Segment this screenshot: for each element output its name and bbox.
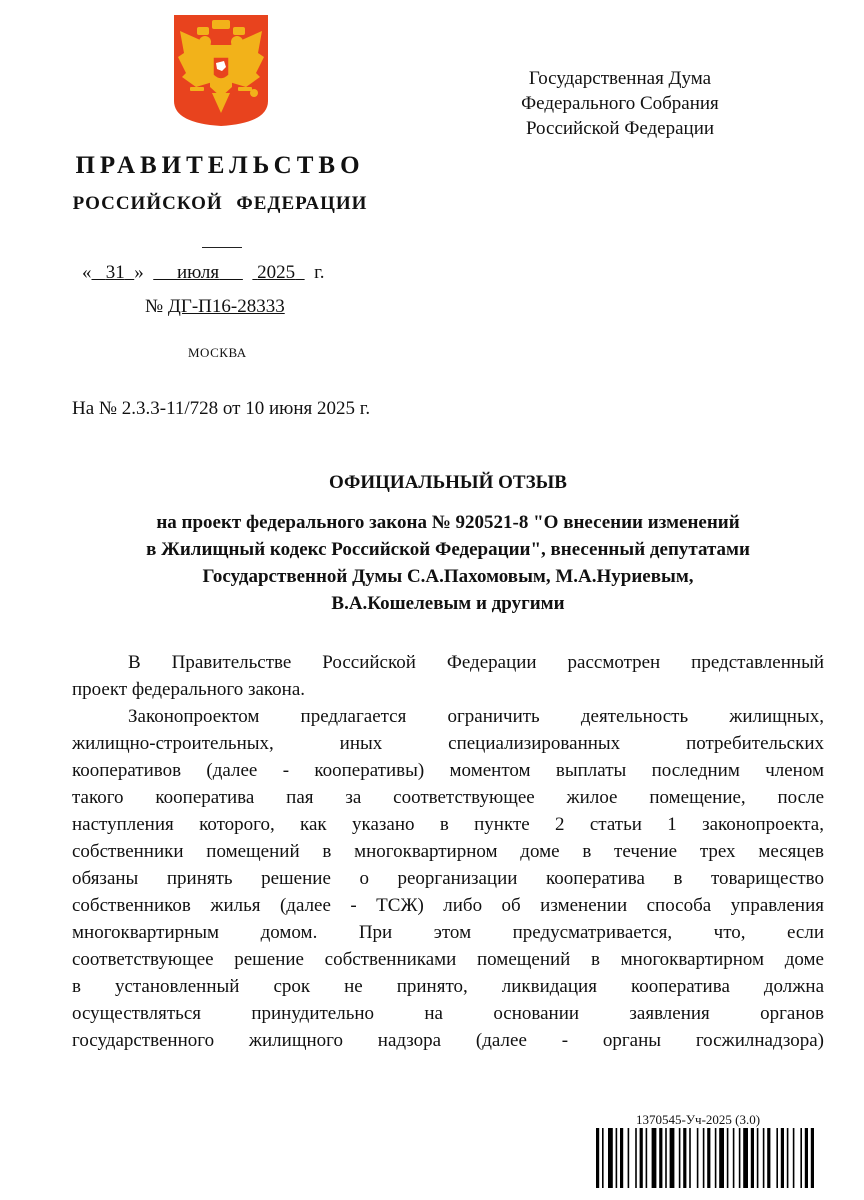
body-line: собственников жилья (далее - ТСЖ) либо об изменении способа управления bbox=[72, 895, 824, 916]
document-date bbox=[82, 262, 325, 284]
date-year-suffix: г. bbox=[314, 262, 325, 283]
addressee-line: Государственная Дума bbox=[528, 68, 712, 89]
body-text bbox=[72, 649, 824, 1054]
subtitle-line: В.А.Кошелевым и другими bbox=[331, 593, 565, 614]
body-line: жилищно-строительных, иных специализированных потребительских bbox=[72, 733, 824, 754]
body-line: в установленный срок не принято, ликвидация кооператива должна bbox=[72, 976, 824, 997]
document-subtitle bbox=[72, 509, 824, 617]
barcode-icon bbox=[596, 1128, 832, 1188]
date-open-quote: « bbox=[82, 262, 92, 283]
divider bbox=[202, 247, 242, 248]
body-line: проект федерального закона. bbox=[72, 679, 306, 700]
subtitle-line: Государственной Думы С.А.Пахомовым, М.А.Нуриевым, bbox=[202, 566, 694, 587]
addressee-block bbox=[470, 66, 770, 141]
body-line: государственного жилищного надзора (далее - органы госжилнадзора) bbox=[72, 1030, 824, 1051]
body-line: такого кооператива пая за соответствующее жилое помещение, после bbox=[72, 787, 824, 808]
subtitle-line: в Жилищный кодекс Российской Федерации", внесенный депутатами bbox=[146, 539, 750, 560]
reg-number: ДГ-П16-28333 bbox=[167, 296, 285, 317]
body-line: соответствующее решение собственниками помещений в многоквартирном доме bbox=[72, 949, 824, 970]
registration-number bbox=[145, 296, 285, 318]
reg-prefix: № bbox=[145, 296, 164, 317]
body-line: Законопроектом предлагается ограничить деятельность жилищных, bbox=[128, 706, 824, 727]
body-line: кооперативов (далее - кооперативы) моментом выплаты последним членом bbox=[72, 760, 824, 781]
addressee-line: Федерального Собрания bbox=[521, 93, 719, 114]
document-title: ОФИЦИАЛЬНЫЙ ОТЗЫВ bbox=[329, 472, 567, 493]
addressee-line: Российской Федерации bbox=[525, 118, 715, 139]
date-close-quote: » bbox=[134, 262, 144, 283]
government-title: ПРАВИТЕЛЬСТВО bbox=[75, 152, 365, 179]
body-line: В Правительстве Российской Федерации рассмотрен представленный bbox=[128, 652, 824, 673]
city: МОСКВА bbox=[188, 345, 247, 360]
date-day: 31 bbox=[105, 262, 125, 283]
government-subtitle: РОССИЙСКОЙ ФЕДЕРАЦИИ bbox=[72, 193, 368, 214]
date-month: июля bbox=[177, 262, 220, 283]
reference-line: На № 2.3.3-11/728 от 10 июня 2025 г. bbox=[72, 398, 371, 419]
body-line: наступления которого, как указано в пункте 2 статьи 1 законопроекта, bbox=[72, 814, 824, 835]
body-line: собственники помещений в многоквартирном доме в течение трех месяцев bbox=[72, 841, 824, 862]
date-year: 2025 bbox=[257, 262, 296, 283]
body-line: осуществляться принудительно на основании заявления органов bbox=[72, 1003, 824, 1024]
subtitle-line: на проект федерального закона № 920521-8 "О внесении изменений bbox=[156, 512, 740, 533]
coat-of-arms-icon bbox=[172, 13, 270, 128]
body-line: многоквартирным домом. При этом предусматривается, что, если bbox=[72, 922, 824, 943]
barcode-caption: 1370545-Уч-2025 (3.0) bbox=[636, 1112, 761, 1127]
body-line: обязаны принять решение о реорганизации кооператива в товарищество bbox=[72, 868, 824, 889]
